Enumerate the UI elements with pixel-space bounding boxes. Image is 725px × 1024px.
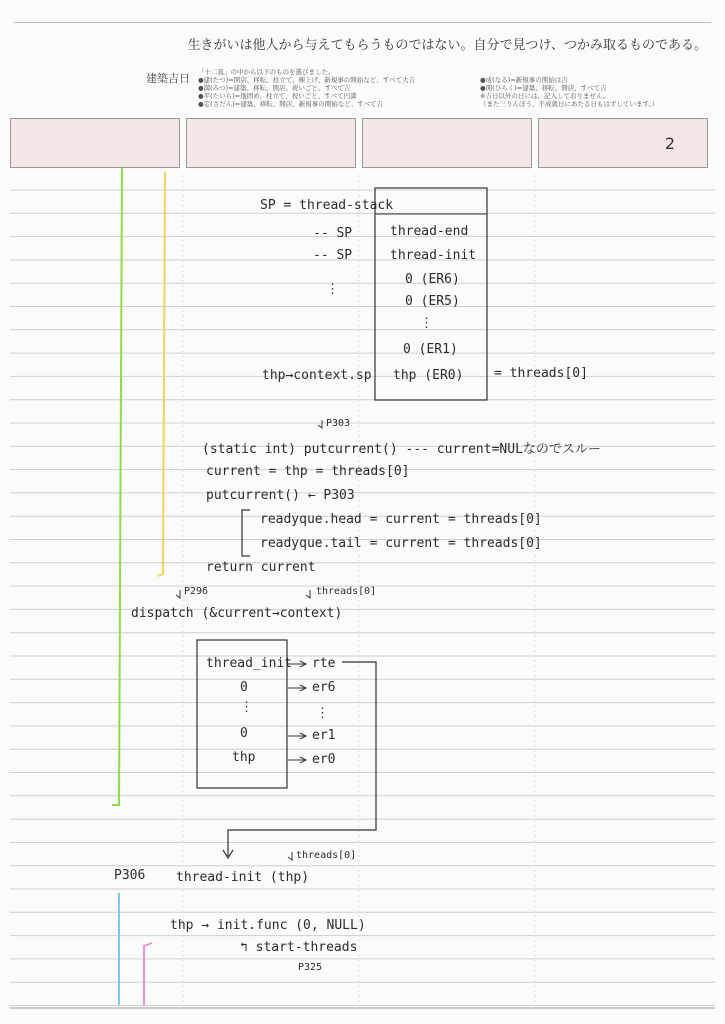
- start-threads-ref: ↰ start-threads: [240, 940, 358, 955]
- threads0-annotation: threads[0]: [316, 586, 377, 597]
- threads0-annotation-2: threads[0]: [296, 850, 357, 861]
- regmap-right: ⋮: [316, 706, 329, 721]
- note-line: ※吉日以外の日には、記入しておりません。: [480, 92, 610, 100]
- note-line: ●満(みつ)=建築、移転、開店、祝いごと、すべて吉: [198, 84, 351, 92]
- page-number: 2: [664, 134, 675, 153]
- motto-text: 生きがいは他人から与えてもらうものではない。自分で見つけ、つかみ取るものである。: [187, 38, 707, 53]
- kenchiku-title: 建築吉日: [146, 72, 190, 85]
- code-line-return: return current: [206, 560, 316, 575]
- regmap-left: thp: [232, 750, 256, 765]
- note-line: ●成(なる)=新規事の開始は吉: [480, 76, 568, 84]
- stack-cell: 0 (ER1): [403, 342, 458, 357]
- note-line: ●建(たつ)=開店、移転、柱立て、棟上げ、新規事の開始など、すべて大吉: [198, 76, 416, 84]
- note-line: ●平(たいら)=地固め、柱立て、祝いごと、すべて円満: [198, 92, 357, 100]
- code-line-thread-init: thread-init (thp): [176, 870, 310, 885]
- code-line-dispatch: dispatch (&current→context): [131, 606, 343, 621]
- date-box-3: [362, 118, 532, 168]
- page-ref-p306: P306: [114, 868, 146, 883]
- code-line-putcurrent-ref: putcurrent() ← P303: [206, 488, 355, 503]
- note-line: ●開(ひらく)=建築、移転、開店、すべて吉: [480, 84, 607, 92]
- threads-note: = threads[0]: [494, 366, 588, 381]
- pink-bracket: [144, 943, 152, 1005]
- ref-pointer: [176, 590, 180, 598]
- stack-cell: 0 (ER5): [405, 294, 460, 309]
- date-box-1: [10, 118, 180, 168]
- regmap-right: er0: [312, 752, 336, 767]
- code-line-current: current = thp = threads[0]: [206, 464, 410, 479]
- code-line-putcurrent: (static int) putcurrent() --- current=NULなのでスルー: [202, 442, 601, 457]
- sp-decrement-1: -- SP: [313, 226, 353, 241]
- code-line-readyque-tail: readyque.tail = current = threads[0]: [260, 536, 542, 551]
- regmap-left: thread_init: [206, 656, 293, 671]
- stack-cell: thread-end: [390, 224, 469, 239]
- page-ref-p325: P325: [298, 962, 323, 973]
- top-rule: [14, 22, 711, 23]
- date-box-4: [538, 118, 708, 168]
- stack-cell: thp (ER0): [393, 368, 464, 383]
- ref-pointer: [318, 420, 322, 428]
- page-ref-p303: P303: [326, 418, 351, 429]
- regmap-right: rte: [312, 656, 336, 671]
- auspicious-notes-right: [480, 76, 658, 108]
- note-line: 「十二直」の中から以下のものを選びました。: [198, 68, 335, 76]
- page-ref-p296: P296: [184, 586, 209, 597]
- stack-cell: ⋮: [420, 316, 433, 331]
- ref-pointer: [288, 852, 292, 860]
- code-line-readyque-head: readyque.head = current = threads[0]: [260, 512, 542, 527]
- code-line-init-func: thp → init.func (0, NULL): [170, 918, 366, 933]
- regmap-left: 0: [240, 680, 248, 695]
- sp-decrement-2: -- SP: [313, 248, 353, 263]
- sp-label: SP = thread-stack: [260, 198, 394, 213]
- note-line: （また三りんぼう、不成就日にあたる日もはずしています。）: [480, 100, 659, 108]
- green-bracket: [112, 168, 122, 805]
- date-box-2: [186, 118, 356, 168]
- note-line: ●定(さだん)=建築、移転、開店、新規事の開始など、すべて吉: [198, 100, 384, 108]
- readyque-bracket: [242, 510, 250, 556]
- stack-cell: 0 (ER6): [405, 272, 460, 287]
- vertical-dots: ⋮: [326, 282, 339, 297]
- stack-cell: thread-init: [390, 248, 477, 263]
- yellow-bracket: [158, 172, 165, 576]
- ref-pointer: [306, 590, 310, 598]
- regmap-right: er6: [312, 680, 336, 695]
- regmap-left: ⋮: [240, 700, 253, 715]
- regmap-right: er1: [312, 728, 336, 743]
- auspicious-notes-left: [198, 68, 415, 108]
- regmap-left: 0: [240, 726, 248, 741]
- context-sp-label: thp→context.sp: [262, 368, 372, 383]
